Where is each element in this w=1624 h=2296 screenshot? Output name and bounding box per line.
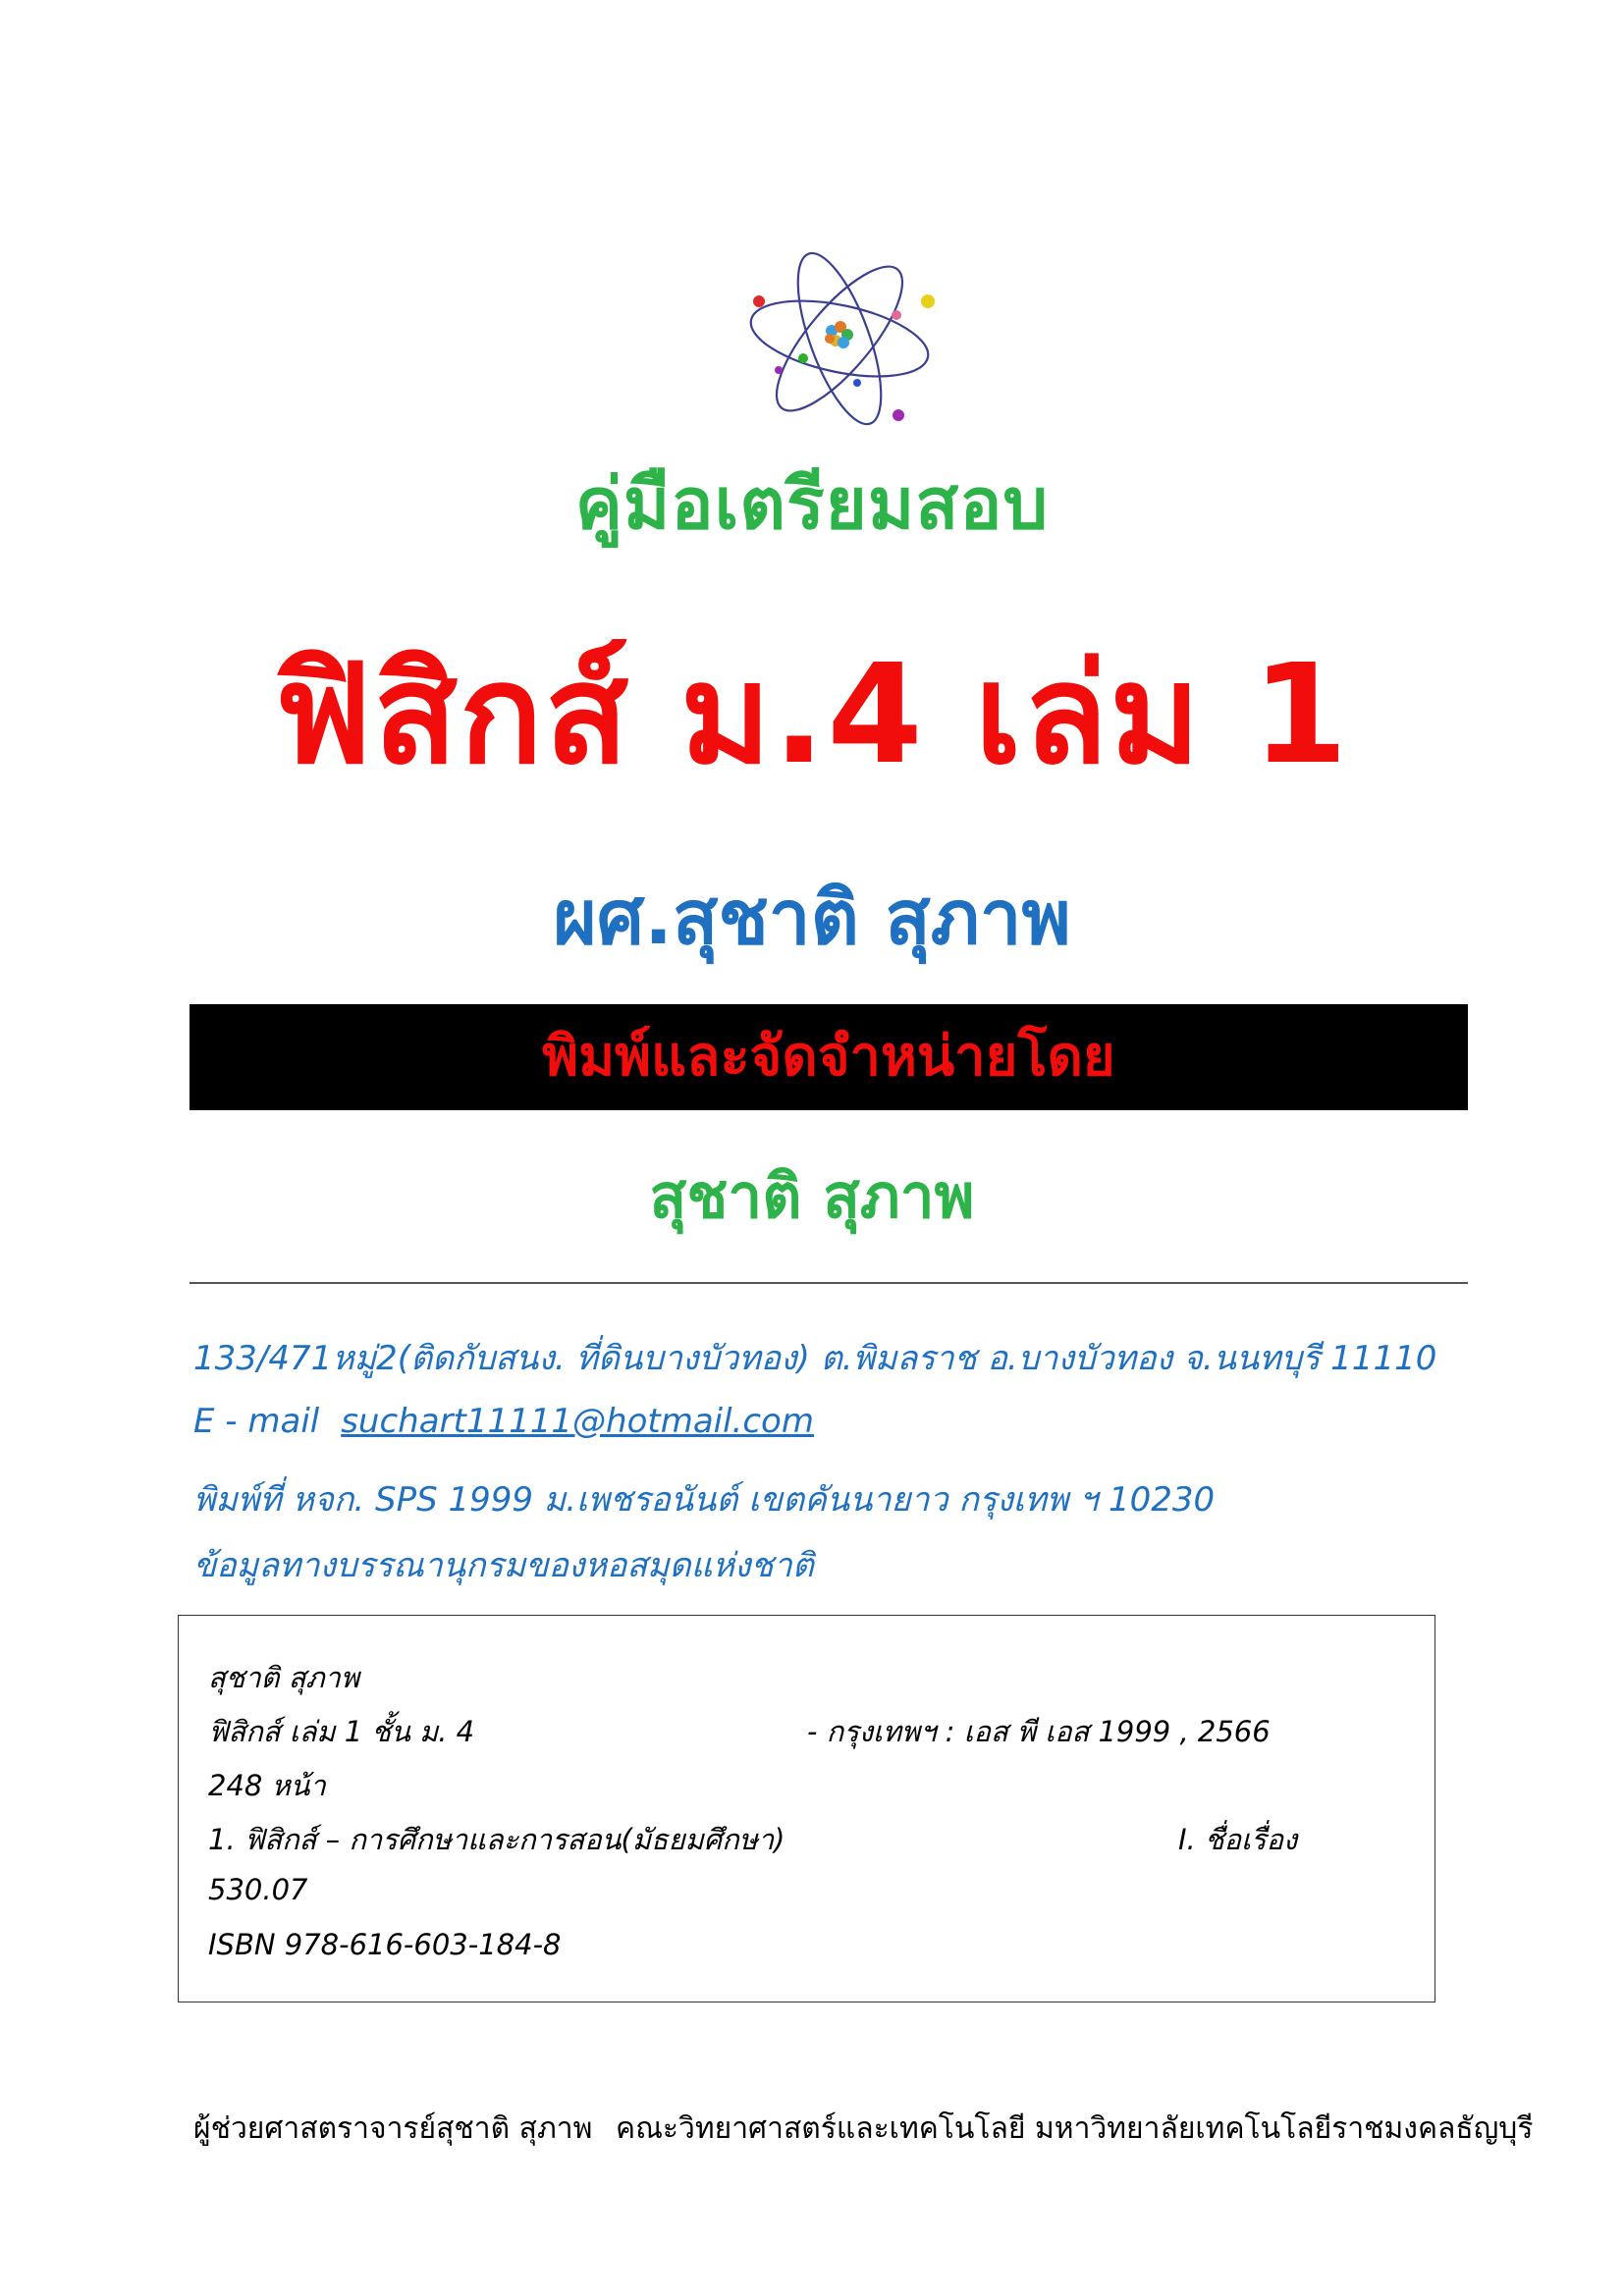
email-label: E - mail	[193, 1402, 320, 1441]
cip-title: ฟิสิกส์ เล่ม 1 ชั้น ม. 4	[208, 1715, 475, 1748]
footer-author: ผู้ช่วยศาสตราจารย์สุชาติ สุภาพ	[193, 2111, 593, 2146]
printer-info: พิมพ์ที่ หจก. SPS 1999 ม.เพชรอนันต์ เขตคันนายาว กรุงเทพ ฯ 10230	[193, 1480, 1216, 1520]
cip-subject: 1. ฟิสิกส์ – การศึกษาและการสอน(มัธยมศึกษา)	[208, 1823, 785, 1856]
email-line	[193, 1402, 814, 1441]
cip-classification: 530.07	[208, 1873, 308, 1906]
catalog-heading: ข้อมูลทางบรรณานุกรมของหอสมุดแห่งชาติ	[193, 1546, 814, 1585]
cip-author: สุชาติ สุภาพ	[208, 1661, 359, 1694]
published-by-label: พิมพ์และจัดจำหน่ายโดย	[542, 1025, 1115, 1089]
published-by-bar	[189, 1004, 1468, 1110]
atom-icon	[741, 240, 938, 437]
footer-affiliation: คณะวิทยาศาสตร์และเทคโนโลยี มหาวิทยาลัยเทคโนโลยีราชมงคลธัญบุรี	[616, 2111, 1534, 2146]
cip-isbn: ISBN 978-616-603-184-8	[208, 1928, 562, 1961]
book-title: ฟิสิกส์ ม.4 เล่ม 1	[274, 635, 1350, 795]
cip-imprint: - กรุงเทพฯ : เอส พี เอส 1999 , 2566	[807, 1715, 1271, 1748]
email-link[interactable]: suchart11111@hotmail.com	[341, 1402, 814, 1441]
subtitle: คู่มือเตรียมสอบ	[574, 462, 1050, 545]
cip-pages: 248 หน้า	[208, 1769, 326, 1802]
cataloging-box	[178, 1615, 1435, 2002]
publisher-name: สุชาติ สุภาพ	[649, 1160, 975, 1232]
divider	[189, 1282, 1468, 1284]
cip-title-entry: I. ชื่อเรื่อง	[1178, 1823, 1298, 1856]
author: ผศ.สุชาติ สุภาพ	[553, 874, 1071, 961]
publisher-address: 133/471หมู่2(ติดกับสนง. ที่ดินบางบัวทอง) ต.พิมลราช อ.บางบัวทอง จ.นนทบุรี 11110	[193, 1339, 1437, 1378]
